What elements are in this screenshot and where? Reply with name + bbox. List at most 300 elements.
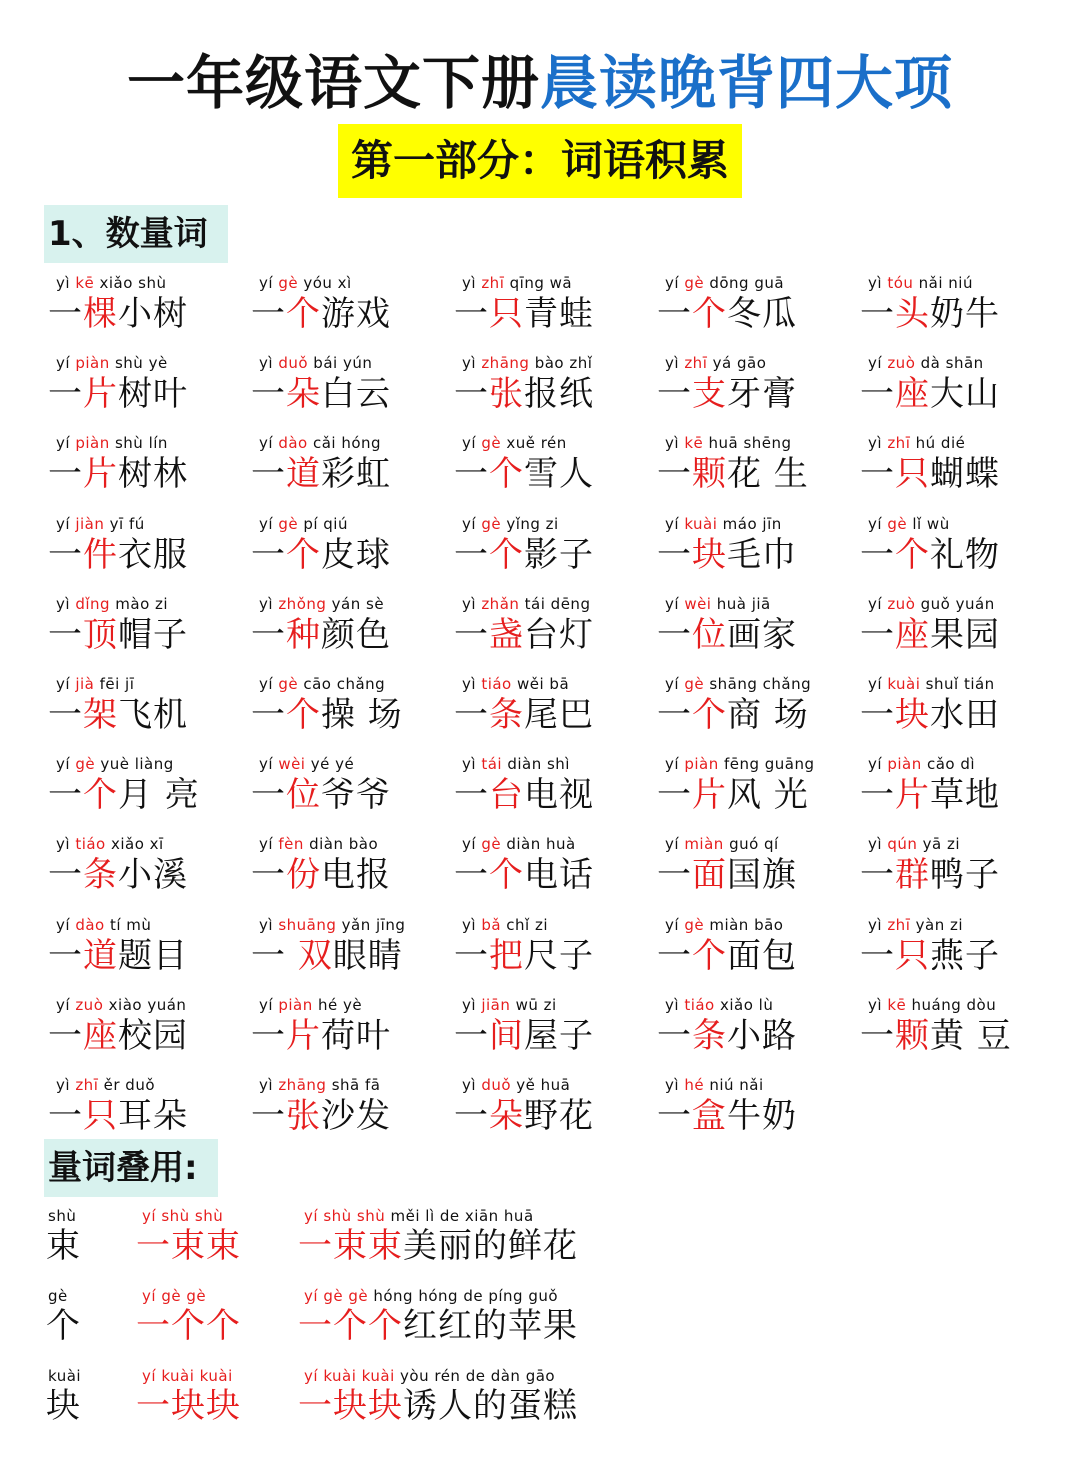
pinyin-one: yì bbox=[462, 755, 482, 774]
hanzi-measure: 支 bbox=[692, 374, 727, 415]
pinyin-measure: zhī bbox=[75, 1076, 99, 1094]
pinyin-noun: shuǐ tián bbox=[920, 675, 995, 693]
measure-word-item bbox=[452, 747, 648, 827]
pinyin-noun: dōng guā bbox=[704, 274, 785, 292]
hanzi-line bbox=[657, 372, 797, 416]
pinyin-noun: hú dié bbox=[910, 434, 966, 453]
hanzi-measure: 座 bbox=[83, 1015, 118, 1056]
pinyin-one: yì bbox=[259, 594, 279, 613]
pinyin-noun: bái yún bbox=[308, 354, 373, 373]
pinyin-measure: jiān bbox=[481, 995, 511, 1014]
hanzi-measure: 片 bbox=[83, 374, 118, 415]
hanzi-one: 一 bbox=[251, 775, 286, 816]
hanzi-noun: 雪人 bbox=[524, 454, 594, 495]
pinyin-one: yì bbox=[56, 1076, 76, 1094]
pinyin-measure: dào bbox=[75, 915, 105, 934]
pinyin-noun: diàn huà bbox=[501, 835, 576, 854]
pinyin-one: yì bbox=[462, 354, 482, 373]
measure-word-item bbox=[858, 827, 1054, 907]
hanzi-one: 一 bbox=[251, 614, 286, 655]
pinyin-one: yì bbox=[462, 594, 482, 613]
hanzi-measure: 个 bbox=[83, 775, 118, 816]
pinyin-line bbox=[56, 514, 145, 534]
pinyin-one: yí bbox=[259, 755, 279, 774]
pinyin-line bbox=[304, 1286, 558, 1306]
pinyin-reduplicated: yí gè gè bbox=[142, 1287, 207, 1305]
hanzi-line bbox=[860, 533, 1000, 577]
pinyin-noun: fēi jī bbox=[94, 675, 135, 693]
hanzi-line bbox=[251, 372, 391, 416]
pinyin-one: yì bbox=[259, 354, 279, 373]
hanzi-one: 一 bbox=[860, 614, 895, 655]
pinyin-noun: ěr duǒ bbox=[98, 1076, 156, 1094]
measure-word-item bbox=[858, 667, 1054, 747]
pinyin-one: yì bbox=[665, 1076, 685, 1094]
hanzi-line bbox=[251, 613, 391, 657]
hanzi-measure: 盏 bbox=[489, 614, 524, 655]
pinyin-line bbox=[304, 1366, 555, 1386]
pinyin-measure: zhī bbox=[684, 354, 708, 373]
hanzi-noun: 牙膏 bbox=[727, 374, 797, 415]
pinyin-line bbox=[259, 273, 352, 293]
pinyin-measure: duǒ bbox=[278, 354, 309, 373]
pinyin-one: yí bbox=[259, 675, 279, 693]
pinyin-reduplicated: yí kuài kuài bbox=[304, 1367, 395, 1385]
hanzi-line bbox=[48, 1014, 188, 1058]
pinyin-noun: wū zi bbox=[510, 995, 557, 1014]
pinyin-line bbox=[48, 1366, 81, 1386]
pinyin-one: yì bbox=[665, 354, 685, 373]
pinyin-one: yì bbox=[56, 274, 76, 292]
hanzi-one: 一 bbox=[251, 534, 286, 575]
pinyin-one: yì bbox=[462, 915, 482, 934]
pinyin-noun: xiào yuán bbox=[103, 995, 187, 1014]
hanzi-noun: 耳朵 bbox=[118, 1096, 188, 1136]
hanzi-measure: 条 bbox=[83, 855, 118, 896]
pinyin-line bbox=[56, 754, 174, 774]
hanzi-measure: 把 bbox=[489, 935, 524, 976]
hanzi-measure: 片 bbox=[286, 1015, 321, 1056]
hanzi-noun: 鸭子 bbox=[930, 855, 1000, 896]
pinyin-measure: gè bbox=[481, 514, 502, 533]
hanzi-one: 一 bbox=[454, 855, 489, 896]
measure-word-item bbox=[249, 747, 445, 827]
hanzi-one: 一 bbox=[251, 935, 298, 976]
hanzi-line bbox=[454, 934, 594, 978]
hanzi-noun: 蝴蝶 bbox=[930, 454, 1000, 495]
hanzi-one: 一 bbox=[860, 1015, 895, 1056]
reduplication-row bbox=[0, 1200, 1080, 1280]
hanzi-measure: 盒 bbox=[692, 1096, 727, 1136]
hanzi-one: 一 bbox=[454, 1015, 489, 1056]
hanzi-line bbox=[454, 372, 594, 416]
pinyin-reduplicated: yí shù shù bbox=[142, 1207, 224, 1225]
hanzi-line bbox=[657, 773, 809, 817]
hanzi-noun: 电视 bbox=[524, 775, 594, 816]
hanzi-noun: 飞机 bbox=[118, 695, 188, 735]
pinyin-noun: bào zhǐ bbox=[529, 354, 593, 373]
pinyin-one: yí bbox=[56, 755, 76, 774]
measure-word-item bbox=[858, 346, 1054, 426]
pinyin-noun: yǐng zi bbox=[501, 514, 559, 533]
hanzi-one: 一 bbox=[48, 294, 83, 334]
hanzi-noun: 草地 bbox=[930, 775, 1000, 816]
hanzi-noun: 树叶 bbox=[118, 374, 188, 415]
hanzi-measure: 份 bbox=[286, 855, 321, 896]
pinyin-line bbox=[259, 353, 372, 373]
pinyin-noun: mào zi bbox=[110, 594, 169, 613]
reduplication-row bbox=[0, 1280, 1080, 1360]
pinyin-line bbox=[868, 995, 996, 1015]
hanzi-reduplicated: 一个个 bbox=[298, 1306, 403, 1346]
pinyin-line bbox=[142, 1206, 223, 1226]
pinyin-noun: huà jiā bbox=[711, 594, 771, 613]
pinyin-measure: tóu bbox=[887, 274, 914, 292]
hanzi-noun: 台灯 bbox=[524, 614, 594, 655]
hanzi-measure: 张 bbox=[286, 1096, 321, 1136]
pinyin-measure: kuài bbox=[887, 675, 921, 693]
pinyin-measure: duǒ bbox=[481, 1076, 512, 1094]
pinyin-line bbox=[462, 273, 572, 293]
hanzi-one: 一 bbox=[48, 855, 83, 896]
hanzi-measure: 朵 bbox=[286, 374, 321, 415]
hanzi-noun: 牛奶 bbox=[727, 1096, 797, 1136]
hanzi-noun: 帽子 bbox=[118, 614, 188, 655]
hanzi-measure: 块 bbox=[692, 534, 727, 575]
hanzi-measure: 面 bbox=[692, 855, 727, 896]
hanzi-line bbox=[136, 1304, 241, 1348]
pinyin-line bbox=[462, 594, 590, 614]
hanzi-measure: 架 bbox=[83, 695, 118, 735]
pinyin-one: yí bbox=[665, 594, 685, 613]
pinyin-one: yí bbox=[259, 514, 279, 533]
pinyin-line bbox=[304, 1206, 534, 1226]
pinyin-noun: guǒ yuán bbox=[915, 594, 995, 613]
pinyin-noun: dà shān bbox=[915, 354, 984, 373]
pinyin-noun: yě huā bbox=[511, 1076, 571, 1094]
hanzi-line bbox=[454, 1094, 594, 1138]
hanzi-noun: 野花 bbox=[524, 1096, 594, 1136]
hanzi-one: 一 bbox=[657, 695, 692, 735]
pinyin-measure: kē bbox=[684, 434, 704, 453]
pinyin-measure: gè bbox=[481, 835, 502, 854]
title-part2: 晨读晚背四大项 bbox=[540, 49, 954, 117]
hanzi-noun: 奶牛 bbox=[930, 294, 1000, 334]
hanzi-measure: 头 bbox=[895, 294, 930, 334]
pinyin-measure: zhī bbox=[887, 434, 911, 453]
hanzi-line bbox=[48, 292, 188, 336]
hanzi-one: 一 bbox=[454, 935, 489, 976]
pinyin-noun: yā zi bbox=[917, 835, 961, 854]
hanzi-measure: 座 bbox=[895, 614, 930, 655]
hanzi-one: 一 bbox=[48, 534, 83, 575]
measure-word-grid bbox=[0, 266, 1080, 1146]
hanzi-one: 一 bbox=[657, 1015, 692, 1056]
hanzi-noun: 画家 bbox=[727, 614, 797, 655]
pinyin-measure: zhī bbox=[887, 915, 911, 934]
pinyin-noun: fēng guāng bbox=[718, 755, 815, 774]
hanzi-measure: 只 bbox=[895, 454, 930, 495]
hanzi-noun: 水田 bbox=[930, 695, 1000, 735]
hanzi-one: 一 bbox=[48, 935, 83, 976]
measure-word-item bbox=[46, 988, 242, 1068]
pinyin-one: yì bbox=[462, 274, 482, 292]
pinyin-single: gè bbox=[48, 1287, 68, 1305]
hanzi-measure: 间 bbox=[489, 1015, 524, 1056]
hanzi-one: 一 bbox=[48, 1015, 83, 1056]
hanzi-one: 一 bbox=[251, 855, 286, 896]
hanzi-one: 一 bbox=[860, 775, 895, 816]
hanzi-noun: 沙发 bbox=[321, 1096, 391, 1136]
pinyin-line bbox=[868, 674, 995, 694]
hanzi-line bbox=[48, 934, 188, 978]
pinyin-noun: yán sè bbox=[326, 594, 385, 613]
measure-word-item bbox=[655, 426, 851, 506]
pinyin-line bbox=[259, 1075, 380, 1095]
pinyin-measure: hé bbox=[684, 1076, 705, 1094]
hanzi-one: 一 bbox=[251, 1015, 286, 1056]
pinyin-one: yì bbox=[462, 995, 482, 1014]
hanzi-noun: 校园 bbox=[118, 1015, 188, 1056]
hanzi-one: 一 bbox=[48, 775, 83, 816]
hanzi-measure: 个 bbox=[286, 294, 321, 334]
hanzi-reduplicated: 一束束 bbox=[136, 1226, 241, 1266]
pinyin-one: yí bbox=[665, 915, 685, 934]
pinyin-line bbox=[665, 754, 815, 774]
hanzi-one: 一 bbox=[657, 775, 692, 816]
hanzi-measure: 朵 bbox=[489, 1096, 524, 1136]
measure-word-item bbox=[249, 266, 445, 346]
hanzi-line bbox=[251, 934, 403, 978]
pinyin-line bbox=[665, 995, 773, 1015]
hanzi-line bbox=[860, 693, 1000, 737]
hanzi-line bbox=[48, 773, 200, 817]
section-heading-reduplication: 量词叠用: bbox=[44, 1139, 218, 1197]
section-heading-measure-words: 1、数量词 bbox=[44, 205, 228, 263]
hanzi-one: 一 bbox=[48, 1096, 83, 1136]
hanzi-line bbox=[251, 853, 391, 897]
pinyin-line bbox=[868, 514, 950, 534]
pinyin-line bbox=[462, 674, 569, 694]
pinyin-one: yì bbox=[868, 434, 888, 453]
hanzi-one: 一 bbox=[454, 695, 489, 735]
hanzi-line bbox=[136, 1384, 241, 1428]
hanzi-line bbox=[251, 693, 403, 737]
hanzi-line bbox=[657, 292, 797, 336]
hanzi-noun: 小树 bbox=[118, 294, 188, 334]
hanzi-line bbox=[657, 533, 797, 577]
pinyin-noun: yuè liàng bbox=[95, 755, 174, 774]
pinyin-line bbox=[56, 834, 164, 854]
pinyin-line bbox=[462, 915, 548, 935]
hanzi-one: 一 bbox=[454, 374, 489, 415]
pinyin-reduplicated: yí kuài kuài bbox=[142, 1367, 233, 1385]
pinyin-noun: yóu xì bbox=[298, 274, 352, 292]
pinyin-measure: tái bbox=[481, 755, 503, 774]
pinyin-noun: yàn zi bbox=[910, 915, 964, 934]
measure-word-item bbox=[46, 587, 242, 667]
hanzi-noun: 月 亮 bbox=[118, 775, 200, 816]
hanzi-line bbox=[251, 773, 391, 817]
hanzi-noun: 风 光 bbox=[727, 775, 809, 816]
hanzi-noun: 题目 bbox=[118, 935, 188, 976]
hanzi-one: 一 bbox=[454, 775, 489, 816]
hanzi-measure: 片 bbox=[83, 454, 118, 495]
hanzi-noun: 颜色 bbox=[321, 614, 391, 655]
hanzi-reduplicated: 一块块 bbox=[298, 1386, 403, 1426]
hanzi-noun: 白云 bbox=[321, 374, 391, 415]
hanzi-line bbox=[46, 1304, 81, 1348]
hanzi-noun: 燕子 bbox=[930, 935, 1000, 976]
measure-word-item bbox=[46, 426, 242, 506]
pinyin-one: yí bbox=[259, 995, 279, 1014]
pinyin-line bbox=[665, 514, 782, 534]
hanzi-line bbox=[860, 773, 1000, 817]
pinyin-measure: kē bbox=[75, 274, 95, 292]
hanzi-one: 一 bbox=[657, 294, 692, 334]
pinyin-line bbox=[462, 433, 567, 453]
measure-word-item bbox=[46, 266, 242, 346]
pinyin-one: yí bbox=[56, 675, 76, 693]
hanzi-one: 一 bbox=[657, 614, 692, 655]
pinyin-noun: diàn bào bbox=[303, 835, 379, 854]
hanzi-line bbox=[657, 613, 797, 657]
hanzi-noun: 爷爷 bbox=[321, 775, 391, 816]
pinyin-one: yí bbox=[259, 434, 279, 453]
pinyin-line bbox=[259, 594, 384, 614]
pinyin-one: yí bbox=[56, 434, 76, 453]
hanzi-single: 块 bbox=[46, 1386, 81, 1426]
pinyin-line bbox=[462, 995, 557, 1015]
hanzi-line bbox=[860, 292, 1000, 336]
measure-word-item bbox=[655, 507, 851, 587]
hanzi-line bbox=[48, 452, 188, 496]
pinyin-one: yí bbox=[665, 835, 685, 854]
measure-word-item bbox=[655, 346, 851, 426]
pinyin-measure: zhǒng bbox=[278, 594, 327, 613]
pinyin-measure: zuò bbox=[75, 995, 104, 1014]
hanzi-reduplicated: 一束束 bbox=[298, 1226, 403, 1266]
hanzi-noun: 彩虹 bbox=[321, 454, 391, 495]
hanzi-one: 一 bbox=[860, 374, 895, 415]
hanzi-line bbox=[657, 452, 809, 496]
hanzi-noun: 荷叶 bbox=[321, 1015, 391, 1056]
pinyin-one: yí bbox=[56, 915, 76, 934]
pinyin-measure: wèi bbox=[278, 755, 306, 774]
pinyin-line bbox=[259, 995, 362, 1015]
pinyin-measure: tiáo bbox=[75, 835, 106, 854]
pinyin-measure: piàn bbox=[887, 755, 922, 774]
hanzi-one: 一 bbox=[860, 695, 895, 735]
pinyin-noun: cāo chǎng bbox=[298, 675, 386, 693]
pinyin-measure: jiàn bbox=[75, 514, 105, 533]
measure-word-item bbox=[452, 827, 648, 907]
hanzi-line bbox=[454, 292, 594, 336]
hanzi-measure: 颗 bbox=[895, 1015, 930, 1056]
pinyin-line bbox=[462, 1075, 570, 1095]
pinyin-one: yí bbox=[868, 514, 888, 533]
hanzi-one: 一 bbox=[860, 935, 895, 976]
pinyin-line bbox=[868, 834, 960, 854]
pinyin-noun: yé yé bbox=[305, 755, 355, 774]
hanzi-noun: 操 场 bbox=[321, 695, 403, 735]
pinyin-line bbox=[259, 834, 378, 854]
pinyin-one: yì bbox=[56, 835, 76, 854]
pinyin-noun: shāng chǎng bbox=[704, 675, 812, 693]
pinyin-line bbox=[56, 594, 168, 614]
pinyin-one: yì bbox=[868, 915, 888, 934]
pinyin-line bbox=[868, 273, 973, 293]
measure-word-item bbox=[858, 266, 1054, 346]
pinyin-one: yí bbox=[259, 835, 279, 854]
measure-word-item bbox=[46, 507, 242, 587]
pinyin-one: yí bbox=[56, 354, 76, 373]
pinyin-line bbox=[665, 273, 784, 293]
measure-word-item bbox=[452, 988, 648, 1068]
pinyin-one: yí bbox=[56, 995, 76, 1014]
hanzi-line bbox=[860, 1014, 1012, 1058]
hanzi-line bbox=[251, 452, 391, 496]
pinyin-line bbox=[56, 915, 151, 935]
pinyin-single: kuài bbox=[48, 1367, 82, 1385]
pinyin-noun: xuě rén bbox=[501, 434, 567, 453]
pinyin-measure: piàn bbox=[75, 354, 110, 373]
hanzi-measure: 颗 bbox=[692, 454, 727, 495]
pinyin-one: yì bbox=[868, 274, 888, 292]
pinyin-line bbox=[56, 995, 186, 1015]
pinyin-one: yì bbox=[462, 675, 482, 693]
pinyin-noun: hé yè bbox=[312, 995, 363, 1014]
measure-word-item bbox=[655, 908, 851, 988]
hanzi-measure: 片 bbox=[692, 775, 727, 816]
pinyin-measure: gè bbox=[278, 514, 299, 533]
measure-word-item bbox=[452, 908, 648, 988]
hanzi-measure: 只 bbox=[83, 1096, 118, 1136]
pinyin-noun: pí qiú bbox=[298, 514, 348, 533]
pinyin-one: yí bbox=[462, 835, 482, 854]
hanzi-noun: 小溪 bbox=[118, 855, 188, 896]
pinyin-noun: yá gāo bbox=[707, 354, 767, 373]
measure-word-item bbox=[858, 747, 1054, 827]
measure-word-item bbox=[858, 426, 1054, 506]
pinyin-measure: zhāng bbox=[481, 354, 530, 373]
measure-word-item bbox=[46, 908, 242, 988]
hanzi-noun: 皮球 bbox=[321, 534, 391, 575]
pinyin-measure: jià bbox=[75, 675, 95, 693]
hanzi-one: 一 bbox=[860, 534, 895, 575]
hanzi-line bbox=[454, 853, 594, 897]
pinyin-measure: gè bbox=[278, 675, 299, 693]
pinyin-one: yí bbox=[462, 514, 482, 533]
measure-word-item bbox=[249, 667, 445, 747]
pinyin-phrase: měi lì de xiān huā bbox=[385, 1207, 534, 1225]
pinyin-line bbox=[665, 353, 766, 373]
pinyin-line bbox=[665, 674, 811, 694]
hanzi-noun: 报纸 bbox=[524, 374, 594, 415]
hanzi-measure: 张 bbox=[489, 374, 524, 415]
hanzi-phrase: 诱人的蛋糕 bbox=[403, 1386, 578, 1426]
hanzi-noun: 树林 bbox=[118, 454, 188, 495]
page-title bbox=[0, 48, 1080, 118]
measure-word-item bbox=[655, 988, 851, 1068]
hanzi-noun: 电报 bbox=[321, 855, 391, 896]
hanzi-line bbox=[454, 533, 594, 577]
hanzi-noun: 面包 bbox=[727, 935, 797, 976]
pinyin-measure: zuò bbox=[887, 354, 916, 373]
hanzi-line bbox=[657, 853, 797, 897]
pinyin-line bbox=[462, 754, 570, 774]
hanzi-one: 一 bbox=[454, 614, 489, 655]
